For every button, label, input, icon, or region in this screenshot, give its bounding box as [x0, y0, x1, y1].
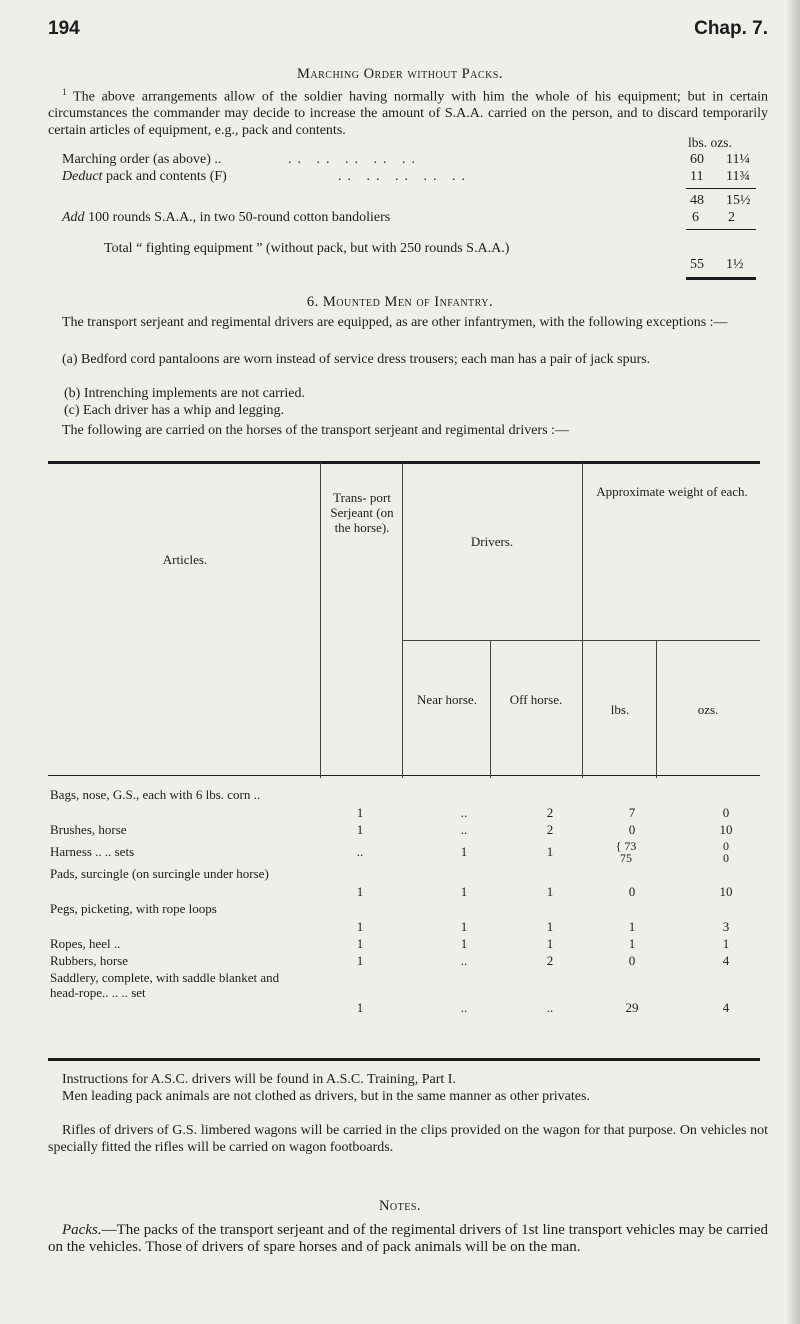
cell-off: 1 [546, 844, 554, 859]
add-label: 100 rounds S.A.A., in two 50-round cotton bandoliers [88, 210, 391, 225]
cell-near: 1 [460, 936, 468, 951]
stacked-value: 75 [620, 851, 632, 865]
cell-off: 1 [546, 919, 554, 934]
cell-ozs: 4 [722, 953, 730, 968]
cell-lbs: 7 [628, 805, 636, 820]
cell-near: .. [460, 822, 468, 837]
deduct-lbs: 11 [690, 169, 704, 184]
cell-article: Harness .. .. sets [50, 844, 135, 859]
col-header-off: Off horse. [509, 692, 563, 707]
cell-lbs: 1 [628, 919, 636, 934]
instructions-paragraph: Instructions for A.S.C. drivers will be found in A.S.C. Training, Part I. [62, 1072, 456, 1087]
cell-ozs: 1 [722, 936, 730, 951]
pack-animals-paragraph: Men leading pack animals are not clothed as drivers, but in the same manner as other privates. [62, 1089, 590, 1104]
cell-off: .. [546, 1000, 554, 1015]
cell-lbs: 0 [628, 884, 636, 899]
cell-off: 1 [546, 936, 554, 951]
marching-paragraph [48, 84, 768, 139]
mounted-intro: The transport serjeant and regimental drivers are equipped, as are other infantrymen, with the following exceptions :— [62, 315, 728, 330]
weight-units-header: lbs. ozs. [688, 135, 732, 150]
packs-note [48, 1222, 768, 1256]
exception-c: (c) Each driver has a whip and legging. [64, 403, 285, 418]
chapter-label: Chap. 7. [694, 18, 768, 39]
cell-serjeant: 1 [356, 1000, 364, 1015]
cell-off: 2 [546, 805, 554, 820]
cell-ozs [706, 840, 746, 864]
cell-near: 1 [460, 884, 468, 899]
table-top-rule [48, 461, 760, 464]
cell-article: Pegs, picketing, with rope loops [50, 901, 217, 916]
stacked-value: { 73 [615, 839, 637, 853]
leader-dots: .. .. .. .. .. [338, 169, 471, 184]
cell-off: 1 [546, 884, 554, 899]
col-divider [402, 463, 403, 778]
cell-near: 1 [460, 844, 468, 859]
cell-lbs: 29 [625, 1000, 639, 1015]
cell-article: Bags, nose, G.S., each with 6 lbs. corn .. [50, 787, 261, 802]
rifles-paragraph: Rifles of drivers of G.S. limbered wagons will be carried in the clips provided on the wagon for that purpose. On vehicles not specially fitted the rifles will be carried on wagon footboards. [48, 1123, 768, 1155]
cell-off: 2 [546, 953, 554, 968]
add-line [62, 210, 390, 226]
col-divider [656, 640, 657, 778]
cell-lbs: 0 [628, 953, 636, 968]
total-ozs: 1½ [726, 257, 744, 272]
section-title-marching: Marching Order without Packs. [297, 66, 503, 82]
subtotal-lbs: 48 [690, 193, 704, 208]
cell-serjeant: 1 [356, 953, 364, 968]
cell-near: .. [460, 1000, 468, 1015]
marching-paragraph-text: The above arrangements allow of the soldier having normally with him the whole of his equipment; but in certain circumstances the commander may decide to increase the amount of S.A.A. carried on the person, and to discard temporarily certain articles of equipment, e.g., pack and contents. [48, 89, 769, 138]
deduct-label: pack and contents (F) [105, 169, 227, 184]
marching-order-ozs: 11¼ [726, 152, 750, 167]
stacked-value: 0 [723, 851, 729, 865]
header-sub-rule [582, 640, 760, 641]
subtotal-ozs: 15½ [726, 193, 751, 208]
add-lbs: 6 [692, 210, 699, 225]
deduct-line [62, 169, 227, 185]
notes-title: Notes. [378, 1198, 422, 1214]
col-header-lbs: lbs. [610, 702, 630, 717]
cell-near: 1 [460, 919, 468, 934]
cell-ozs: 10 [719, 884, 733, 899]
table-bottom-rule [48, 1058, 760, 1061]
total-upper-rule [686, 229, 756, 230]
marching-order-lbs: 60 [690, 152, 704, 167]
cell-serjeant: 1 [356, 936, 364, 951]
exception-a: (a) Bedford cord pantaloons are worn instead of service dress trousers; each man has a pair of jack spurs. [62, 352, 651, 367]
deduct-ozs: 11¾ [726, 169, 750, 184]
page-number: 194 [48, 18, 80, 39]
add-word: Add [62, 210, 85, 225]
table-intro: The following are carried on the horses of the transport serjeant and regimental drivers :— [62, 423, 569, 438]
cell-near: .. [460, 953, 468, 968]
cell-article: Saddlery, complete, with saddle blanket and head-rope.. .. .. set [50, 970, 280, 1000]
cell-ozs: 10 [719, 822, 733, 837]
cell-serjeant: .. [356, 844, 364, 859]
cell-ozs: 3 [722, 919, 730, 934]
col-divider [320, 463, 321, 778]
col-header-serjeant: Trans- port Serjeant (on the horse). [330, 490, 394, 535]
cell-serjeant: 1 [356, 805, 364, 820]
table-header-rule [48, 775, 760, 776]
page-edge-shadow [786, 0, 800, 1324]
cell-article: Pads, surcingle (on surcingle under horse) [50, 866, 269, 881]
col-header-ozs: ozs. [697, 702, 719, 717]
total-label: Total “ fighting equipment ” (without pack, but with 250 rounds S.A.A.) [104, 241, 510, 256]
cell-ozs: 0 [722, 805, 730, 820]
total-double-rule [686, 277, 756, 280]
cell-article: Ropes, heel .. [50, 936, 121, 951]
col-header-articles: Articles. [162, 552, 208, 567]
section-title-mounted: 6. Mounted Men of Infantry. [306, 294, 494, 310]
add-ozs: 2 [728, 210, 735, 225]
leader-dots: .. .. .. .. .. [288, 152, 421, 167]
cell-serjeant: 1 [356, 919, 364, 934]
exception-b: (b) Intrenching implements are not carried. [64, 386, 306, 401]
packs-note-text: —The packs of the transport serjeant and of the regimental drivers of 1st line transport vehicles may be carried on the vehicles. Those of drivers of spare horses and of pack animals will be on the man. [48, 1222, 768, 1255]
packs-note-label: Packs. [62, 1222, 102, 1238]
cell-serjeant: 1 [356, 822, 364, 837]
col-divider [490, 640, 491, 778]
cell-lbs [596, 840, 656, 864]
col-header-drivers: Drivers. [470, 534, 514, 549]
marching-order-label: Marching order (as above) .. [62, 152, 222, 167]
col-header-near: Near horse. [417, 692, 477, 707]
cell-lbs: 1 [628, 936, 636, 951]
header-sub-rule [402, 640, 582, 641]
cell-article: Rubbers, horse [50, 953, 128, 968]
col-divider [582, 463, 583, 778]
cell-off: 2 [546, 822, 554, 837]
stacked-value: 0 [723, 839, 729, 853]
cell-serjeant: 1 [356, 884, 364, 899]
cell-ozs: 4 [722, 1000, 730, 1015]
total-lbs: 55 [690, 257, 704, 272]
col-header-weight: Approximate weight of each. [596, 484, 748, 499]
cell-lbs: 0 [628, 822, 636, 837]
deduct-word: Deduct [62, 169, 103, 184]
subtotal-rule [686, 188, 756, 189]
cell-near: .. [460, 805, 468, 820]
footnote-mark: 1 [62, 87, 67, 97]
cell-article: Brushes, horse [50, 822, 127, 837]
